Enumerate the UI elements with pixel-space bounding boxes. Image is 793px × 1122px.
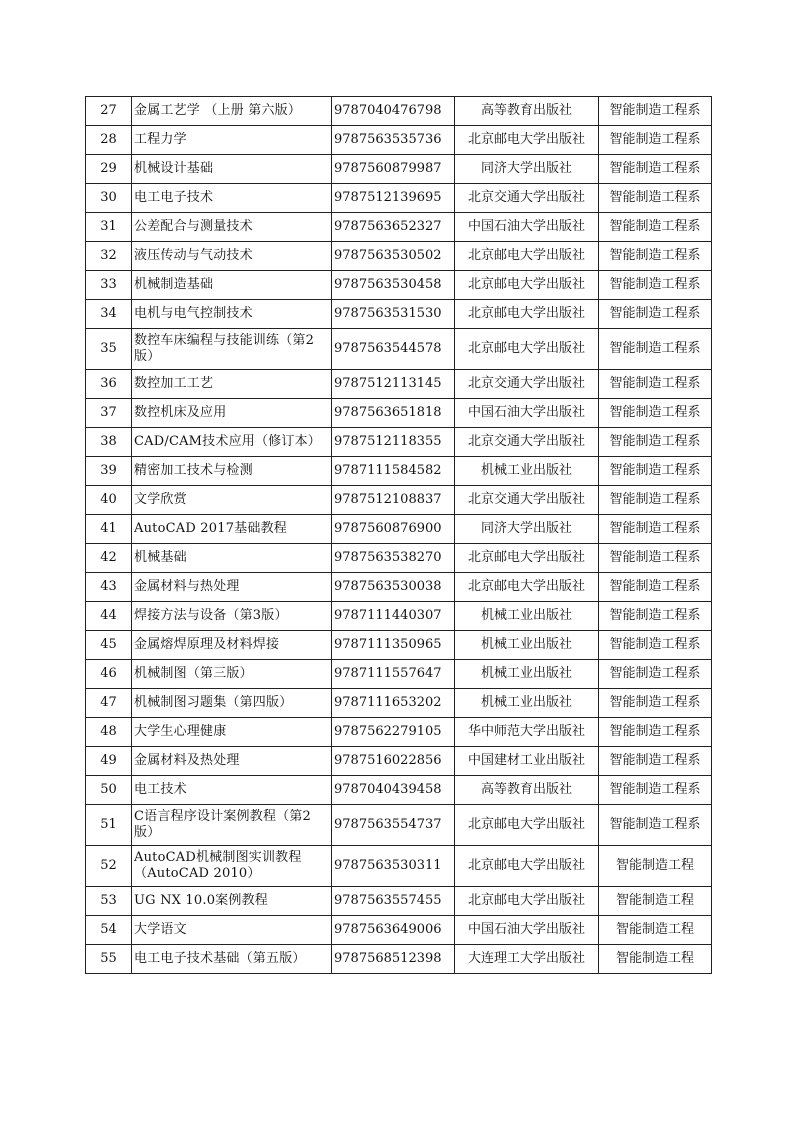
table-row <box>86 184 712 213</box>
publisher-cell: 中国石油大学出版社 <box>455 213 599 242</box>
publisher-cell: 同济大学出版社 <box>455 515 599 544</box>
book-title-cell: 数控加工工艺 <box>132 370 332 399</box>
book-title-cell: 文学欣赏 <box>132 486 332 515</box>
department-cell: 智能制造工程系 <box>599 300 712 329</box>
row-number-cell: 40 <box>86 486 132 515</box>
book-title-cell: 工程力学 <box>132 126 332 155</box>
table-row <box>86 155 712 184</box>
row-number-cell: 48 <box>86 718 132 747</box>
table-row <box>86 776 712 805</box>
department-cell: 智能制造工程系 <box>599 515 712 544</box>
publisher-cell: 同济大学出版社 <box>455 155 599 184</box>
department-cell: 智能制造工程系 <box>599 602 712 631</box>
table-row <box>86 887 712 916</box>
book-title-cell: 电机与电气控制技术 <box>132 300 332 329</box>
book-title-cell: UG NX 10.0案例教程 <box>132 887 332 916</box>
table-row <box>86 602 712 631</box>
row-number-cell: 50 <box>86 776 132 805</box>
row-number-cell: 30 <box>86 184 132 213</box>
book-title-cell: 大学生心理健康 <box>132 718 332 747</box>
isbn-cell: 9787111440307 <box>332 602 455 631</box>
row-number-cell: 49 <box>86 747 132 776</box>
publisher-cell: 机械工业出版社 <box>455 689 599 718</box>
book-title-cell: 金属材料及热处理 <box>132 747 332 776</box>
row-number-cell: 43 <box>86 573 132 602</box>
publisher-cell: 北京邮电大学出版社 <box>455 887 599 916</box>
table-row <box>86 846 712 887</box>
department-cell: 智能制造工程系 <box>599 660 712 689</box>
book-title-cell: 机械制图（第三版） <box>132 660 332 689</box>
row-number-cell: 51 <box>86 805 132 846</box>
department-cell: 智能制造工程系 <box>599 428 712 457</box>
book-title-cell: 电工技术 <box>132 776 332 805</box>
book-title-cell: 数控车床编程与技能训练（第2版） <box>132 329 332 370</box>
book-title-cell: C语言程序设计案例教程（第2版） <box>132 805 332 846</box>
publisher-cell: 华中师范大学出版社 <box>455 718 599 747</box>
row-number-cell: 54 <box>86 916 132 945</box>
table-row <box>86 945 712 974</box>
book-title-cell: CAD/CAM技术应用（修订本） <box>132 428 332 457</box>
isbn-cell: 9787563531530 <box>332 300 455 329</box>
book-title-cell: 金属材料与热处理 <box>132 573 332 602</box>
publisher-cell: 机械工业出版社 <box>455 602 599 631</box>
book-title-cell: 数控机床及应用 <box>132 399 332 428</box>
isbn-cell: 9787111653202 <box>332 689 455 718</box>
department-cell: 智能制造工程系 <box>599 544 712 573</box>
row-number-cell: 47 <box>86 689 132 718</box>
publisher-cell: 高等教育出版社 <box>455 97 599 126</box>
department-cell: 智能制造工程系 <box>599 213 712 242</box>
book-title-cell: 机械基础 <box>132 544 332 573</box>
isbn-cell: 9787568512398 <box>332 945 455 974</box>
table-row <box>86 126 712 155</box>
book-title-cell: 金属熔焊原理及材料焊接 <box>132 631 332 660</box>
isbn-cell: 9787111557647 <box>332 660 455 689</box>
isbn-cell: 9787563649006 <box>332 916 455 945</box>
publisher-cell: 中国建材工业出版社 <box>455 747 599 776</box>
department-cell: 智能制造工程 <box>599 846 712 887</box>
textbook-table <box>85 96 712 974</box>
isbn-cell: 9787563530502 <box>332 242 455 271</box>
book-title-cell: 大学语文 <box>132 916 332 945</box>
table-row <box>86 370 712 399</box>
row-number-cell: 29 <box>86 155 132 184</box>
department-cell: 智能制造工程系 <box>599 776 712 805</box>
table-row <box>86 242 712 271</box>
table-row <box>86 300 712 329</box>
row-number-cell: 52 <box>86 846 132 887</box>
department-cell: 智能制造工程系 <box>599 399 712 428</box>
publisher-cell: 北京邮电大学出版社 <box>455 242 599 271</box>
isbn-cell: 9787512118355 <box>332 428 455 457</box>
isbn-cell: 9787563544578 <box>332 329 455 370</box>
table-row <box>86 631 712 660</box>
department-cell: 智能制造工程系 <box>599 155 712 184</box>
table-body <box>86 97 712 974</box>
isbn-cell: 9787563530458 <box>332 271 455 300</box>
row-number-cell: 41 <box>86 515 132 544</box>
row-number-cell: 38 <box>86 428 132 457</box>
row-number-cell: 55 <box>86 945 132 974</box>
table-row <box>86 213 712 242</box>
isbn-cell: 9787563530311 <box>332 846 455 887</box>
row-number-cell: 27 <box>86 97 132 126</box>
row-number-cell: 34 <box>86 300 132 329</box>
book-title-cell: 液压传动与气动技术 <box>132 242 332 271</box>
isbn-cell: 9787560876900 <box>332 515 455 544</box>
table-row <box>86 271 712 300</box>
department-cell: 智能制造工程系 <box>599 805 712 846</box>
row-number-cell: 53 <box>86 887 132 916</box>
book-title-cell: AutoCAD机械制图实训教程（AutoCAD 2010） <box>132 846 332 887</box>
isbn-cell: 9787563651818 <box>332 399 455 428</box>
row-number-cell: 33 <box>86 271 132 300</box>
table-row <box>86 689 712 718</box>
department-cell: 智能制造工程系 <box>599 370 712 399</box>
table-row <box>86 544 712 573</box>
book-title-cell: 机械设计基础 <box>132 155 332 184</box>
department-cell: 智能制造工程系 <box>599 631 712 660</box>
isbn-cell: 9787560879987 <box>332 155 455 184</box>
row-number-cell: 46 <box>86 660 132 689</box>
publisher-cell: 中国石油大学出版社 <box>455 399 599 428</box>
table-row <box>86 916 712 945</box>
book-title-cell: 焊接方法与设备（第3版） <box>132 602 332 631</box>
publisher-cell: 北京交通大学出版社 <box>455 370 599 399</box>
department-cell: 智能制造工程系 <box>599 689 712 718</box>
isbn-cell: 9787563530038 <box>332 573 455 602</box>
publisher-cell: 中国石油大学出版社 <box>455 916 599 945</box>
publisher-cell: 北京邮电大学出版社 <box>455 805 599 846</box>
department-cell: 智能制造工程系 <box>599 457 712 486</box>
publisher-cell: 高等教育出版社 <box>455 776 599 805</box>
isbn-cell: 9787040439458 <box>332 776 455 805</box>
publisher-cell: 北京交通大学出版社 <box>455 428 599 457</box>
department-cell: 智能制造工程系 <box>599 271 712 300</box>
table-row <box>86 486 712 515</box>
publisher-cell: 机械工业出版社 <box>455 457 599 486</box>
row-number-cell: 42 <box>86 544 132 573</box>
department-cell: 智能制造工程系 <box>599 184 712 213</box>
row-number-cell: 39 <box>86 457 132 486</box>
table-row <box>86 573 712 602</box>
department-cell: 智能制造工程系 <box>599 747 712 776</box>
isbn-cell: 9787563557455 <box>332 887 455 916</box>
row-number-cell: 44 <box>86 602 132 631</box>
isbn-cell: 9787512139695 <box>332 184 455 213</box>
isbn-cell: 9787563652327 <box>332 213 455 242</box>
isbn-cell: 9787040476798 <box>332 97 455 126</box>
department-cell: 智能制造工程系 <box>599 97 712 126</box>
department-cell: 智能制造工程系 <box>599 718 712 747</box>
table-row <box>86 718 712 747</box>
row-number-cell: 32 <box>86 242 132 271</box>
table-row <box>86 660 712 689</box>
book-title-cell: AutoCAD 2017基础教程 <box>132 515 332 544</box>
book-title-cell: 公差配合与测量技术 <box>132 213 332 242</box>
publisher-cell: 北京交通大学出版社 <box>455 184 599 213</box>
department-cell: 智能制造工程系 <box>599 329 712 370</box>
table-row <box>86 747 712 776</box>
department-cell: 智能制造工程系 <box>599 486 712 515</box>
publisher-cell: 大连理工大学出版社 <box>455 945 599 974</box>
book-title-cell: 电工电子技术 <box>132 184 332 213</box>
department-cell: 智能制造工程 <box>599 916 712 945</box>
publisher-cell: 机械工业出版社 <box>455 660 599 689</box>
table-row <box>86 515 712 544</box>
publisher-cell: 北京邮电大学出版社 <box>455 573 599 602</box>
department-cell: 智能制造工程 <box>599 945 712 974</box>
publisher-cell: 北京邮电大学出版社 <box>455 271 599 300</box>
department-cell: 智能制造工程系 <box>599 242 712 271</box>
isbn-cell: 9787562279105 <box>332 718 455 747</box>
row-number-cell: 36 <box>86 370 132 399</box>
book-title-cell: 机械制造基础 <box>132 271 332 300</box>
row-number-cell: 35 <box>86 329 132 370</box>
table-row <box>86 97 712 126</box>
publisher-cell: 机械工业出版社 <box>455 631 599 660</box>
table-row <box>86 399 712 428</box>
isbn-cell: 9787563535736 <box>332 126 455 155</box>
book-title-cell: 机械制图习题集（第四版） <box>132 689 332 718</box>
publisher-cell: 北京邮电大学出版社 <box>455 329 599 370</box>
isbn-cell: 9787512108837 <box>332 486 455 515</box>
book-title-cell: 电工电子技术基础（第五版） <box>132 945 332 974</box>
table-row <box>86 428 712 457</box>
table-row <box>86 805 712 846</box>
book-title-cell: 精密加工技术与检测 <box>132 457 332 486</box>
publisher-cell: 北京交通大学出版社 <box>455 486 599 515</box>
isbn-cell: 9787512113145 <box>332 370 455 399</box>
department-cell: 智能制造工程 <box>599 887 712 916</box>
row-number-cell: 45 <box>86 631 132 660</box>
book-title-cell: 金属工艺学 （上册 第六版） <box>132 97 332 126</box>
row-number-cell: 28 <box>86 126 132 155</box>
department-cell: 智能制造工程系 <box>599 126 712 155</box>
isbn-cell: 9787563554737 <box>332 805 455 846</box>
table-row <box>86 329 712 370</box>
publisher-cell: 北京邮电大学出版社 <box>455 126 599 155</box>
isbn-cell: 9787516022856 <box>332 747 455 776</box>
row-number-cell: 37 <box>86 399 132 428</box>
isbn-cell: 9787563538270 <box>332 544 455 573</box>
isbn-cell: 9787111584582 <box>332 457 455 486</box>
publisher-cell: 北京邮电大学出版社 <box>455 300 599 329</box>
table-row <box>86 457 712 486</box>
department-cell: 智能制造工程系 <box>599 573 712 602</box>
row-number-cell: 31 <box>86 213 132 242</box>
publisher-cell: 北京邮电大学出版社 <box>455 544 599 573</box>
isbn-cell: 9787111350965 <box>332 631 455 660</box>
publisher-cell: 北京邮电大学出版社 <box>455 846 599 887</box>
